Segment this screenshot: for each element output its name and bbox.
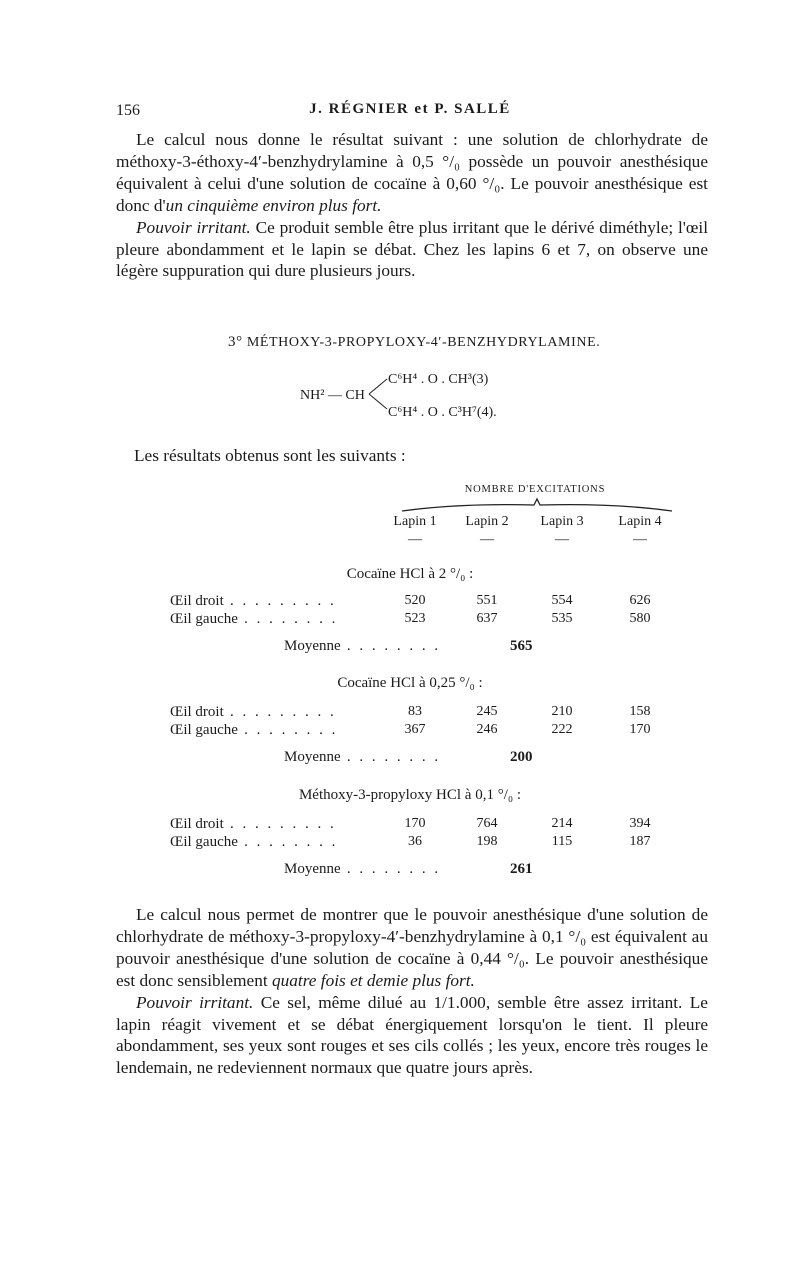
- column-dash-1: —: [408, 532, 422, 547]
- table-cell: 523: [404, 611, 426, 626]
- paragraph-1: [116, 129, 708, 282]
- table-row-label: Œil gauche . . . . . . . .: [170, 722, 338, 738]
- table-row-label: Œil gauche . . . . . . . .: [170, 611, 338, 627]
- table-cell: 551: [476, 593, 498, 608]
- table-cell: 115: [551, 834, 573, 849]
- results-intro: Les résultats obtenus sont les suivants :: [134, 446, 406, 465]
- paragraph-3: [116, 904, 708, 1079]
- table-cell: 520: [404, 593, 426, 608]
- paragraph-4-text: Ce sel, même dilué au 1/1.000, semble être assez irritant. Le lapin réagit vivement et se débat énergiquement lorsqu'on le tient. Il pleure abondamment, ses yeux sont rouges et ses cils collés ; les yeux, encore très rouges le lendemain, ne redeviennent normaux que quatre jours après.: [116, 992, 708, 1078]
- table-group-header: NOMBRE D'EXCITATIONS: [464, 484, 606, 495]
- section-number: 3°: [228, 334, 243, 350]
- table-cell: 246: [476, 722, 498, 737]
- block-2-heading: Cocaïne HCl à 0,25 °/₀ :: [337, 675, 483, 691]
- paragraph-2-lead: Pouvoir irritant.: [136, 217, 251, 237]
- table-cell: 210: [551, 704, 573, 719]
- table-brace: [400, 497, 674, 515]
- column-header-2: Lapin 2: [465, 514, 509, 529]
- paragraph-1-text: Le calcul nous donne le résultat suivant : une solution de chlorhydrate de méthoxy-3-éthoxy-4′-benzhydrylamine à 0,5 °/₀ possède un pouvoir anesthésique équivalent à celui d'une solution de cocaïne à 0,60 °/₀. Le pouvoir anesthésique est donc d': [116, 130, 708, 215]
- section-heading: [228, 334, 600, 351]
- moyenne-value: 261: [510, 861, 533, 877]
- block-1-heading: Cocaïne HCl à 2 °/₀ :: [346, 566, 474, 582]
- column-header-1: Lapin 1: [393, 514, 437, 529]
- table-cell: 554: [551, 593, 573, 608]
- table-cell: 580: [629, 611, 651, 626]
- paragraph-3-text: Le calcul nous permet de montrer que le pouvoir anesthésique d'une solution de chlorhydrate de méthoxy-3-propyloxy-4′-benzhydrylamine à 0,1 °/₀ est équivalent au pouvoir anesthésique d'une solution de cocaïne à 0,44 °/₀. Le pouvoir anesthésique est donc sensiblement: [116, 905, 708, 990]
- paragraph-2-text: Ce produit semble être plus irritant que le dérivé diméthyle; l'œil pleure abondamment et le lapin se débat. Chez les lapins 6 et 7, on observe une légère suppuration qui dure plusieurs jours.: [116, 217, 708, 281]
- section-title: MÉTHOXY-3-PROPYLOXY-4′-BENZHYDRYLAMINE.: [246, 335, 601, 350]
- running-header: J. RÉGNIER et P. SALLÉ: [309, 101, 511, 117]
- column-header-3: Lapin 3: [540, 514, 584, 529]
- column-dash-3: —: [555, 532, 569, 547]
- table-cell: 170: [629, 722, 651, 737]
- table-cell: 764: [476, 816, 498, 831]
- table-cell: 535: [551, 611, 573, 626]
- moyenne-label: Moyenne . . . . . . . .: [284, 638, 441, 654]
- formula-branch-lines: [367, 376, 389, 412]
- table-cell: 158: [629, 704, 651, 719]
- table-row-label: Œil gauche . . . . . . . .: [170, 834, 338, 850]
- moyenne-value: 200: [510, 749, 533, 765]
- table-cell: 170: [404, 816, 426, 831]
- moyenne-label: Moyenne . . . . . . . .: [284, 749, 441, 765]
- table-row-label: Œil droit . . . . . . . . .: [170, 593, 337, 609]
- column-dash-4: —: [633, 532, 647, 547]
- table-cell: 626: [629, 593, 651, 608]
- table-cell: 198: [476, 834, 498, 849]
- table-cell: 394: [629, 816, 651, 831]
- formula-branch-bottom: C⁶H⁴ . O . C³H⁷(4).: [388, 405, 497, 420]
- table-cell: 222: [551, 722, 573, 737]
- table-cell: 83: [408, 704, 422, 719]
- moyenne-value: 565: [510, 638, 533, 654]
- column-header-4: Lapin 4: [618, 514, 662, 529]
- table-row-label: Œil droit . . . . . . . . .: [170, 704, 337, 720]
- paragraph-4-lead: Pouvoir irritant.: [136, 992, 254, 1012]
- table-cell: 637: [476, 611, 498, 626]
- table-cell: 36: [408, 834, 422, 849]
- column-dash-2: —: [480, 532, 494, 547]
- table-cell: 367: [404, 722, 426, 737]
- table-cell: 214: [551, 816, 573, 831]
- paragraph-3-emphasis: quatre fois et demie plus fort.: [271, 970, 475, 990]
- formula-branch-top: C⁶H⁴ . O . CH³(3): [388, 372, 489, 387]
- block-3-heading: Méthoxy-3-propyloxy HCl à 0,1 °/₀ :: [298, 787, 522, 803]
- page-number: 156: [116, 102, 140, 119]
- formula-left: NH² — CH: [300, 388, 365, 403]
- table-row-label: Œil droit . . . . . . . . .: [170, 816, 337, 832]
- table-cell: 245: [476, 704, 498, 719]
- table-cell: 187: [629, 834, 651, 849]
- moyenne-label: Moyenne . . . . . . . .: [284, 861, 441, 877]
- paragraph-1-emphasis: un cinquième environ plus fort.: [165, 195, 382, 215]
